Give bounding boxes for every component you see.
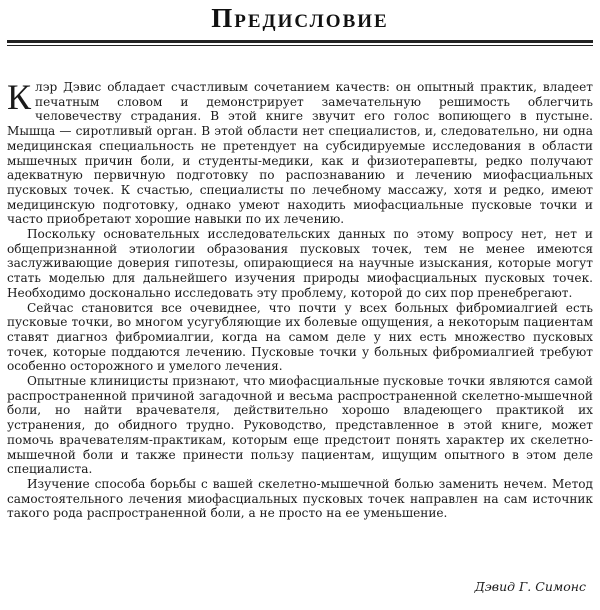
paragraph-4: Опытные клиницисты признают, что миофасциальные пусковые точки являются самой распространенной причиной загадочной и весьма распространенной скелетно-мышечной боли, но найти врачевателя, действительно хорошо владеющего практикой их устранения, до обидного трудно. Руководство, представленное в этой книге, может помочь врачевателям-практикам, которым еще предстоит понять характер их скелетно-мышечной боли и также принести пользу пациентам, ищущим опытного в этом деле специалиста. [7,374,593,477]
paragraph-1-text: лэр Дэвис обладает счастливым сочетанием качеств: он опытный практик, владеет печатным словом и демонстрирует замечательную решимость облегчить человечеству страдания. В этой книге звучит его голос вопиющего в пустыне. Мышца — сиротливый орган. В этой области нет специалистов, и, следовательно, ни одна медицинская специальность не претендует на субсидируемые исследования в области мышечных причин боли, и студенты-медики, как и физиотерапевты, редко получают адекватную первичную подготовку по распознаванию и лечению миофасциальных пусковых точек. К счастью, специалисты по лечебному массажу, хотя и редко, имеют медицинскую подготовку, однако умеют находить миофасциальные пусковые точки и часто приобретают хорошие навыки по их лечению. [7,80,593,227]
page-title: Предисловие [211,3,389,33]
title-rule-thin [7,45,593,46]
title-rule-thick [7,40,593,43]
preface-body [7,77,593,521]
author-signature: Дэвид Г. Симонс [474,579,586,594]
paragraph-1 [7,77,593,227]
paragraph-2: Поскольку основательных исследовательских данных по этому вопросу нет, нет и общепризнанной этиологии образования пусковых точек, тем не менее имеются заслуживающие доверия гипотезы, опирающиеся на научные изыскания, которые могут стать моделью для дальнейшего изучения природы миофасциальных пусковых точек. Необходимо досконально исследовать эту проблему, которой до сих пор пренебрегают. [7,227,593,300]
drop-cap: К [7,77,32,117]
paragraph-5: Изучение способа борьбы с вашей скелетно-мышечной болью заменить нечем. Метод самостоятельного лечения миофасциальных пусковых точек направлен на сам источник такого рода распространенной боли, а не просто на ее уменьшение. [7,476,593,521]
paragraph-3: Сейчас становится все очевиднее, что почти у всех больных фибромиалгией есть пусковые точки, во многом усугубляющие их болевые ощущения, а некоторым пациентам ставят диагноз фибромиалгии, когда на самом деле у них есть множество пусковых точек, которые поддаются лечению. Пусковые точки у больных фибромиалгией требуют особенно осторожного и умелого лечения. [7,300,593,374]
